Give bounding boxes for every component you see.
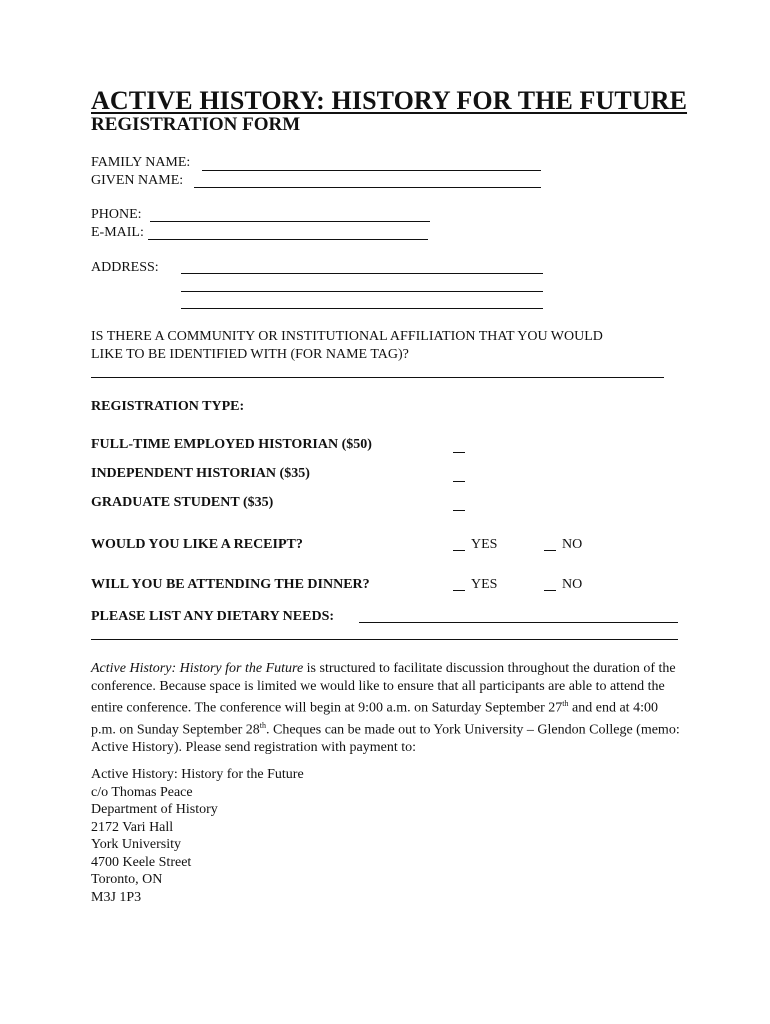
family-name-field[interactable]	[202, 170, 541, 171]
ordinal-suffix-1: th	[562, 699, 569, 708]
dinner-question: WILL YOU BE ATTENDING THE DINNER?	[91, 577, 370, 592]
receipt-yes-checkbox[interactable]	[453, 550, 465, 551]
registration-option-graduate: GRADUATE STUDENT ($35)	[91, 495, 274, 510]
mailing-address-line: 2172 Vari Hall	[91, 819, 174, 835]
affiliation-question-line-2: LIKE TO BE IDENTIFIED WITH (FOR NAME TAG)?	[91, 347, 409, 362]
family-name-label: FAMILY NAME:	[91, 155, 191, 170]
mailing-address-line: c/o Thomas Peace	[91, 784, 193, 800]
paragraph-text-b: and end at 4:00 p.m. on Sunday September 28	[91, 700, 658, 738]
mailing-address-line: Department of History	[91, 802, 218, 817]
receipt-yes-label: YES	[471, 537, 498, 552]
registration-independent-checkbox[interactable]	[453, 481, 465, 482]
mailing-address-line: Active History: History for the Future	[91, 767, 304, 782]
form-title: ACTIVE HISTORY: HISTORY FOR THE FUTURE	[91, 86, 688, 115]
dinner-no-checkbox[interactable]	[544, 590, 556, 591]
dietary-needs-field-line-1[interactable]	[359, 622, 678, 623]
registration-option-independent: INDEPENDENT HISTORIAN ($35)	[91, 466, 310, 481]
dinner-no-label: NO	[562, 577, 583, 592]
mailing-address	[91, 766, 304, 906]
paragraph-text-c: . Cheques can be made out to York University – Glendon College (memo: Active History). Please send registration with payment to:	[91, 722, 680, 756]
mailing-address-line: M3J 1P3	[91, 889, 142, 905]
affiliation-field[interactable]	[91, 377, 664, 378]
registration-full-time-checkbox[interactable]	[453, 452, 465, 453]
registration-option-full-time: FULL-TIME EMPLOYED HISTORIAN ($50)	[91, 437, 372, 452]
address-field-line-2[interactable]	[181, 291, 543, 292]
address-label: ADDRESS:	[91, 260, 159, 275]
given-name-label: GIVEN NAME:	[91, 173, 184, 188]
dinner-yes-checkbox[interactable]	[453, 590, 465, 591]
address-field-line-3[interactable]	[181, 308, 543, 309]
receipt-question: WOULD YOU LIKE A RECEIPT?	[91, 537, 303, 552]
dietary-needs-field-line-2[interactable]	[91, 639, 678, 640]
form-subtitle: REGISTRATION FORM	[91, 114, 301, 135]
affiliation-question-line-1: IS THERE A COMMUNITY OR INSTITUTIONAL AFFILIATION THAT YOU WOULD	[91, 329, 603, 344]
dinner-yes-label: YES	[471, 577, 498, 592]
given-name-field[interactable]	[194, 187, 541, 188]
receipt-no-checkbox[interactable]	[544, 550, 556, 551]
phone-label: PHONE:	[91, 207, 142, 222]
conference-title-italic: Active History: History for the Future	[91, 661, 304, 676]
registration-type-heading: REGISTRATION TYPE:	[91, 399, 245, 414]
conference-info-paragraph	[91, 660, 681, 757]
email-label: E-MAIL:	[91, 225, 144, 240]
address-field-line-1[interactable]	[181, 273, 543, 274]
ordinal-suffix-2: th	[259, 721, 266, 731]
mailing-address-line: 4700 Keele Street	[91, 854, 192, 870]
dietary-needs-label: PLEASE LIST ANY DIETARY NEEDS:	[91, 609, 335, 624]
email-field[interactable]	[148, 239, 428, 240]
phone-field[interactable]	[150, 221, 430, 222]
registration-graduate-checkbox[interactable]	[453, 510, 465, 511]
receipt-no-label: NO	[562, 537, 583, 552]
paragraph-text-a: is structured to facilitate discussion throughout the duration of the conference. Because space is limited we would like to ensure that all participants are able to attend the entire conference. The conference will begin at 9:00 a.m. on Saturday September 27	[91, 661, 676, 716]
mailing-address-line: Toronto, ON	[91, 872, 163, 887]
mailing-address-line: York University	[91, 837, 181, 852]
